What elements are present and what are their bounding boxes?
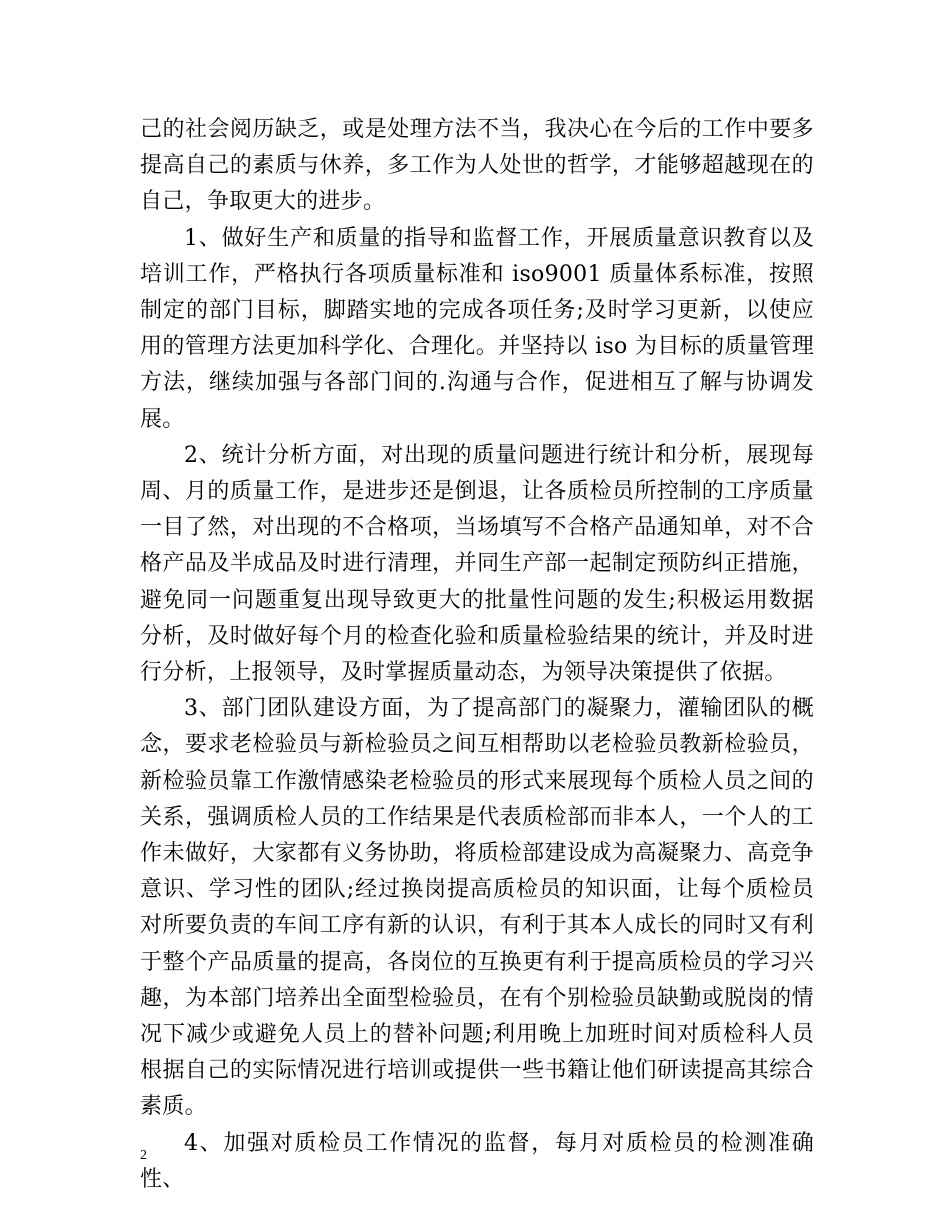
- body-text: [140, 112, 814, 1198]
- paragraph-continuation: 己的社会阅历缺乏，或是处理方法不当，我决心在今后的工作中要多提高自己的素质与休养，多工作为人处世的哲学，才能够超越现在的自己，争取更大的进步。: [140, 117, 814, 215]
- paragraph-item-4: 4、加强对质检员工作情况的监督，每月对质检员的检测准确性、: [140, 1130, 814, 1192]
- paragraph-item-2: 2、统计分析方面，对出现的质量问题进行统计和分析，展现每周、月的质量工作，是进步还是倒退，让各质检员所控制的工序质量一目了然，对出现的不合格项，当场填写不合格产品通知单，对不合格产品及半成品及时进行清理，并同生产部一起制定预防纠正措施，避免同一问题重复出现导致更大的批量性问题的发生;积极运用数据分析，及时做好每个月的检查化验和质量检验结果的统计，并及时进行分析，上报领导，及时掌握质量动态，为领导决策提供了依据。: [140, 442, 814, 686]
- paragraph-item-3: 3、部门团队建设方面，为了提高部门的凝聚力，灌输团队的概念，要求老检验员与新检验员之间互相帮助以老检验员教新检验员，新检验员靠工作激情感染老检验员的形式来展现每个质检人员之间的关系，强调质检人员的工作结果是代表质检部而非本人，一个人的工作未做好，大家都有义务协助，将质检部建设成为高凝聚力、高竞争意识、学习性的团队;经过换岗提高质检员的知识面，让每个质检员对所要负责的车间工序有新的认识，有利于其本人成长的同时又有利于整个产品质量的提高，各岗位的互换更有利于提高质检员的学习兴趣，为本部门培养出全面型检验员，在有个别检验员缺勤或脱岗的情况下减少或避免人员上的替补问题;利用晚上加班时间对质检科人员根据自己的实际情况进行培训或提供一些书籍让他们研读提高其综合素质。: [140, 696, 814, 1120]
- paragraph-item-1: 1、做好生产和质量的指导和监督工作，开展质量意识教育以及培训工作，严格执行各项质量标准和 iso9001 质量体系标准，按照制定的部门目标，脚踏实地的完成各项任务;及时学习更新，以使应用的管理方法更加科学化、合理化。并坚持以 iso 为目标的质量管理方法，继续加强与各部门间的.沟通与合作，促进相互了解与协调发展。: [140, 225, 814, 432]
- page-number: 2: [140, 1148, 147, 1163]
